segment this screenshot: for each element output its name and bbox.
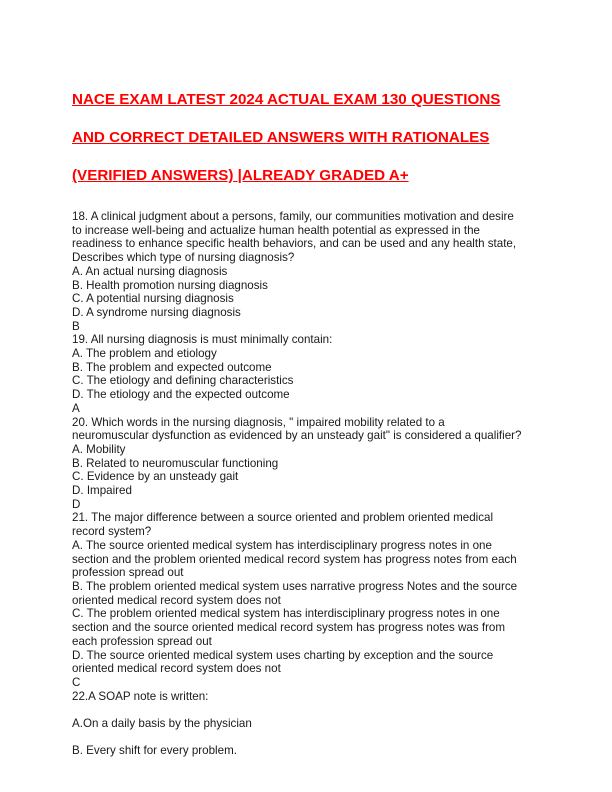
answer-option-line: C. Evidence by an unsteady gait <box>72 470 239 484</box>
title-line: NACE EXAM LATEST 2024 ACTUAL EXAM 130 QUESTIONS <box>72 91 501 108</box>
answer-option-line: D. The source oriented medical system uses charting by exception and the source <box>72 648 494 662</box>
answer-option-line: D. Impaired <box>72 484 132 498</box>
answer-option-line: D. The etiology and the expected outcome <box>72 388 290 402</box>
title-line: (VERIFIED ANSWERS) |ALREADY GRADED A+ <box>72 167 409 184</box>
question-stem-line: 21. The major difference between a source oriented and problem oriented medical <box>72 511 494 525</box>
question-block <box>72 333 542 415</box>
question-block <box>72 511 542 689</box>
blank-line <box>72 731 542 745</box>
answer-option-line: C. The problem oriented medical system has interdisciplinary progress notes in one <box>72 607 500 621</box>
answer-option-line: D. A syndrome nursing diagnosis <box>72 305 241 319</box>
answer-option: A.On a daily basis by the physician <box>72 717 252 730</box>
correct-answer: A <box>72 401 80 415</box>
answer-option-line: section and the problem oriented medical record system has progress notes from each <box>72 552 517 566</box>
answer-option-line: C. The etiology and defining characteristics <box>72 374 294 388</box>
answer-option-line: each profession spread out <box>72 634 212 648</box>
answer-option-line: A. Mobility <box>72 442 126 456</box>
answer-option-line: oriented medical record system does not <box>72 662 281 676</box>
question-stem-line: 20. Which words in the nursing diagnosis, " impaired mobility related to a <box>72 415 445 429</box>
question-stem-line: Describes which type of nursing diagnosis? <box>72 251 295 265</box>
question-stem-line: neuromuscular dysfunction as evidenced by an unsteady gait" is considered a qualifier? <box>72 429 522 443</box>
answer-option-line: oriented medical record system does not <box>72 593 281 607</box>
answer-option-line: A. The source oriented medical system has interdisciplinary progress notes in one <box>72 538 492 552</box>
question-stem-line: 18. A clinical judgment about a persons, family, our communities motivation and desire <box>72 210 514 223</box>
answer-option-line: B. Related to neuromuscular functioning <box>72 456 279 470</box>
question-22 <box>72 690 542 758</box>
answer-option: B. Every shift for every problem. <box>72 744 237 758</box>
blank-line <box>72 703 542 717</box>
answer-option-line: A. The problem and etiology <box>72 347 217 361</box>
answer-option-line: A. An actual nursing diagnosis <box>72 264 228 278</box>
question-stem-line: 19. All nursing diagnosis is must minimally contain: <box>72 333 333 347</box>
answer-option-line: B. Health promotion nursing diagnosis <box>72 278 268 292</box>
question-stem: 22.A SOAP note is written: <box>72 689 209 703</box>
answer-option-line: C. A potential nursing diagnosis <box>72 292 234 306</box>
question-stem-line: to increase well-being and actualize human health potential as expressed in the <box>72 223 480 237</box>
question-block <box>72 416 542 512</box>
question-stem-line: readiness to enhance specific health behaviors, and can be used and any health state, <box>72 237 517 251</box>
answer-option-line: profession spread out <box>72 566 184 580</box>
question-list <box>72 210 542 690</box>
question-block <box>72 210 542 333</box>
correct-answer: B <box>72 319 80 333</box>
answer-option-line: section and the source oriented medical record system has progress notes was from <box>72 621 506 635</box>
answer-option-line: B. The problem and expected outcome <box>72 360 272 374</box>
correct-answer: D <box>72 497 81 511</box>
title-line: AND CORRECT DETAILED ANSWERS WITH RATIONALES <box>72 129 490 146</box>
document-title <box>72 71 542 204</box>
question-stem-line: record system? <box>72 525 152 539</box>
answer-option-line: B. The problem oriented medical system uses narrative progress Notes and the source <box>72 579 518 593</box>
document-page <box>72 71 542 758</box>
correct-answer: C <box>72 675 81 689</box>
